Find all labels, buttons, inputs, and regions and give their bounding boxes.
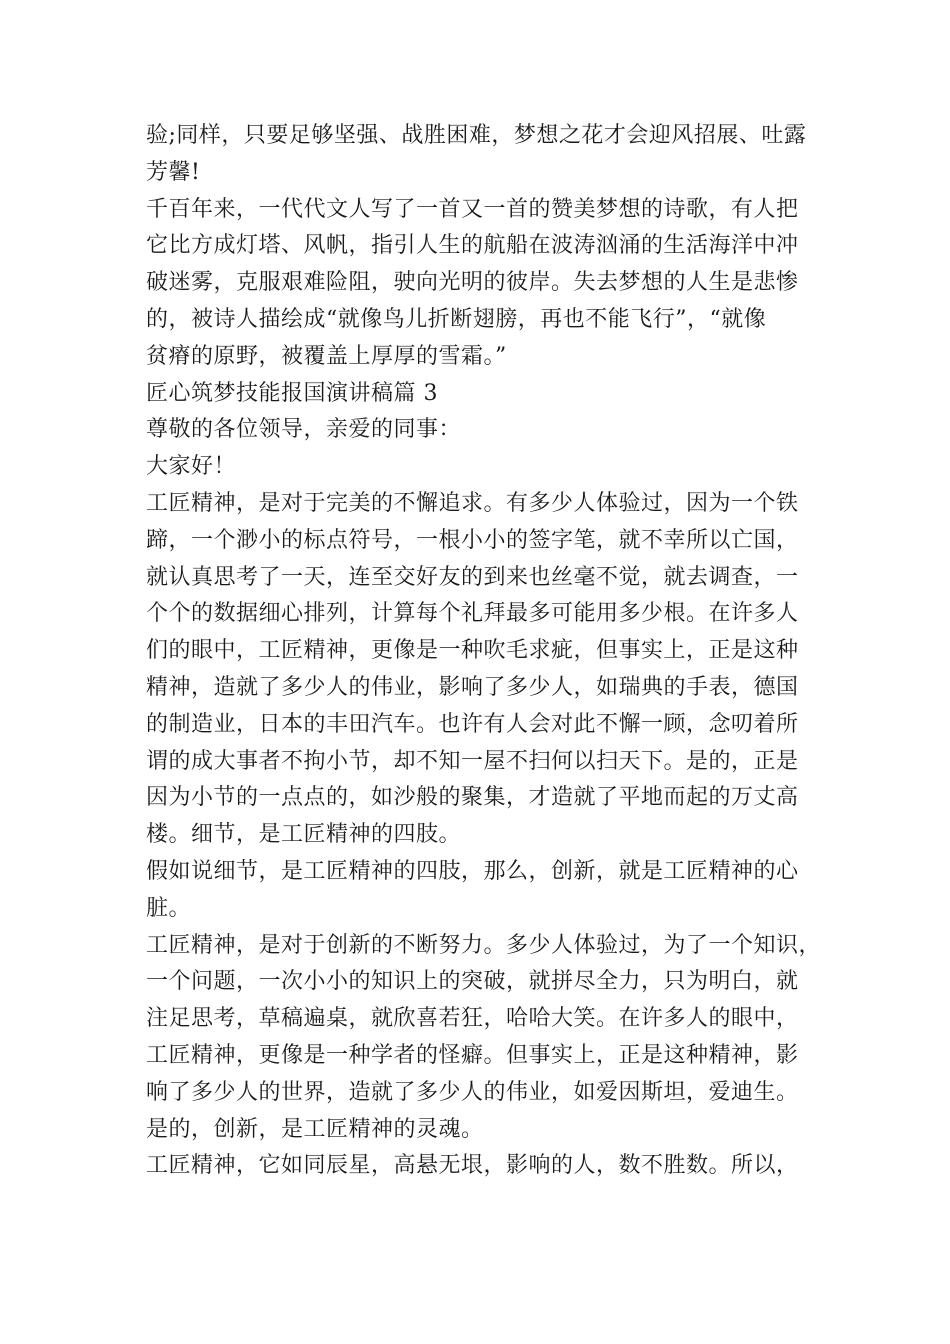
text-line: 千百年来，一代代文人写了一首又一首的赞美梦想的诗歌，有人把 (146, 196, 799, 222)
text-line: 它比方成灯塔、风帆，指引人生的航船在波涛汹涌的生活海洋中冲 (146, 233, 799, 259)
greeting: 大家好！ (146, 454, 237, 480)
section-heading: 匠心筑梦技能报国演讲稿篇 3 (146, 380, 438, 406)
document-body (146, 118, 826, 1185)
text-line: 响了多少人的世界，造就了多少人的伟业，如爱因斯坦，爱迪生。 (146, 1079, 799, 1105)
text-line: 一个问题，一次小小的知识上的突破，就拼尽全力，只为明白，就 (146, 969, 799, 995)
text-line: 破迷雾，克服艰难险阻，驶向光明的彼岸。失去梦想的人生是悲惨 (146, 270, 799, 296)
text-line: 精神，造就了多少人的伟业，影响了多少人，如瑞典的手表，德国 (146, 674, 799, 700)
text-line: 脏。 (146, 895, 192, 921)
text-line: 的制造业，日本的丰田汽车。也许有人会对此不懈一顾，念叨着所 (146, 711, 799, 737)
text-line: 个个的数据细心排列，计算每个礼拜最多可能用多少根。在许多人 (146, 601, 799, 627)
text-line: 工匠精神，是对于创新的不断努力。多少人体验过，为了一个知识， (146, 932, 822, 958)
text-line: 注足思考，草稿遍桌，就欣喜若狂，哈哈大笑。在许多人的眼中， (146, 1006, 799, 1032)
text-line: 蹄，一个渺小的标点符号，一根小小的签字笔，就不幸所以亡国， (146, 527, 799, 553)
text-line: 假如说细节，是工匠精神的四肢，那么，创新，就是工匠精神的心 (146, 858, 799, 884)
text-line: 芳馨! (146, 159, 201, 185)
text-line: 工匠精神，是对于完美的不懈追求。有多少人体验过，因为一个铁 (146, 490, 799, 516)
text-line: 的，被诗人描绘成“就像鸟儿折断翅膀，再也不能飞行”，“就像 (146, 306, 767, 332)
text-line: 楼。细节，是工匠精神的四肢。 (146, 822, 462, 848)
text-line: 谓的成大事者不拘小节，却不知一屋不扫何以扫天下。是的，正是 (146, 748, 799, 774)
text-line: 因为小节的一点点的，如沙般的聚集，才造就了平地而起的万丈高 (146, 785, 799, 811)
text-line: 工匠精神，它如同辰星，高悬无垠，影响的人，数不胜数。所以， (146, 1153, 799, 1179)
text-line: 是的，创新，是工匠精神的灵魂。 (146, 1116, 484, 1142)
text-line: 就认真思考了一天，连至交好友的到来也丝毫不觉，就去调查，一 (146, 564, 799, 590)
text-line: 验;同样，只要足够坚强、战胜困难，梦想之花才会迎风招展、吐露 (146, 123, 807, 148)
text-line: 贫瘠的原野，被覆盖上厚厚的雪霜。” (146, 343, 507, 369)
text-line: 工匠精神，更像是一种学者的怪癖。但事实上，正是这种精神，影 (146, 1042, 799, 1068)
text-line: 们的眼中，工匠精神，更像是一种吹毛求疵，但事实上，正是这种 (146, 638, 799, 664)
salutation: 尊敬的各位领导，亲爱的同事： (146, 417, 462, 443)
